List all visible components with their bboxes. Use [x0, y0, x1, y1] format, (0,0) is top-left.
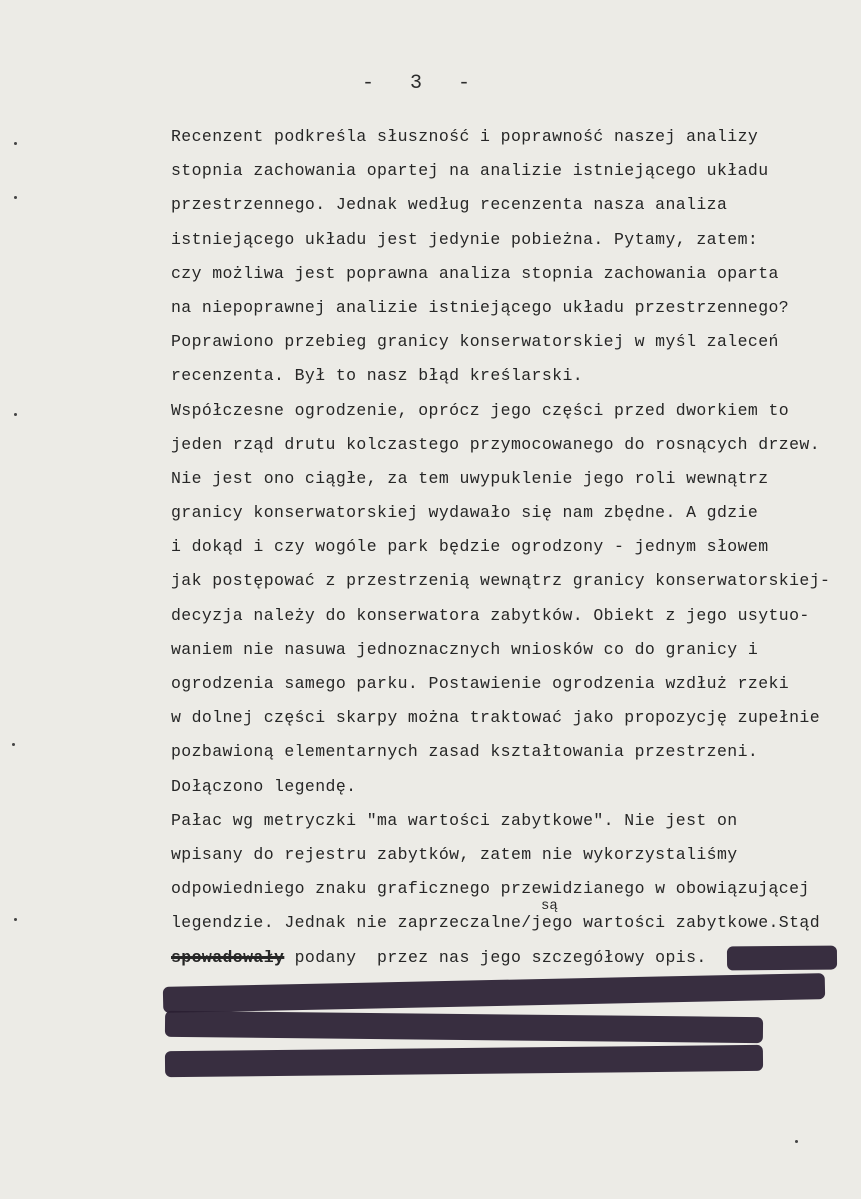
text-line: przestrzennego. Jednak według recenzenta nasza analiza — [171, 195, 728, 215]
last-line-text: podany przez nas jego szczegółowy opis. — [284, 947, 707, 967]
body-text — [171, 120, 851, 975]
text-line: odpowiedniego znaku graficznego przewidzianego w obowiązującej — [171, 879, 810, 899]
margin-dot — [14, 918, 17, 921]
text-line: istniejącego układu jest jedynie pobieżna. Pytamy, zatem: — [171, 229, 759, 249]
redaction-bar — [165, 1045, 763, 1077]
text-line: legendzie. Jednak nie zaprzeczalne/jego wartości zabytkowe.Stąd — [171, 913, 821, 933]
margin-dot — [14, 413, 17, 416]
text-line: jak postępować z przestrzenią wewnątrz granicy konserwatorskiej- — [171, 571, 831, 591]
text-line: czy możliwa jest poprawna analiza stopnia zachowania oparta — [171, 263, 779, 283]
text-line: waniem nie nasuwa jednoznacznych wniosków co do granicy i — [171, 639, 759, 659]
struck-word: spowadowały — [171, 947, 285, 967]
redaction-bar — [165, 1011, 763, 1043]
redaction-bar — [727, 946, 837, 971]
margin-dot — [795, 1140, 798, 1143]
text-line: na niepoprawnej analizie istniejącego układu przestrzennego? — [171, 297, 790, 317]
margin-dot — [14, 196, 17, 199]
text-line: decyzja należy do konserwatora zabytków. Obiekt z jego usytuo- — [171, 605, 810, 625]
text-line: granicy konserwatorskiej wydawało się nam zbędne. A gdzie — [171, 503, 759, 523]
text-line: Pałac wg metryczki "ma wartości zabytkowe". Nie jest on — [171, 810, 738, 830]
text-line: ogrodzenia samego parku. Postawienie ogrodzenia wzdłuż rzeki — [171, 674, 790, 693]
margin-dot — [12, 743, 15, 746]
text-line: pozbawioną elementarnych zasad kształtowania przestrzeni. — [171, 742, 759, 762]
margin-dot — [14, 142, 17, 145]
text-line: Poprawiono przebieg granicy konserwatorskiej w myśl zaleceń — [171, 332, 779, 352]
redaction-bar — [163, 973, 825, 1013]
page-number: - 3 - — [362, 72, 475, 95]
text-line: jeden rząd drutu kolczastego przymocowanego do rosnących drzew. — [171, 434, 821, 454]
text-line: Dołączono legendę. — [171, 776, 357, 796]
text-line: i dokąd i czy wogóle park będzie ogrodzony - jednym słowem — [171, 537, 769, 557]
text-line: Recenzent podkreśla słuszność i poprawność naszej analizy — [171, 127, 759, 146]
text-line: stopnia zachowania opartej na analizie istniejącego układu — [171, 161, 769, 181]
text-line: w dolnej części skarpy można traktować jako propozycję zupełnie — [171, 708, 821, 728]
text-line: recenzenta. Był to nasz błąd kreślarski. — [171, 366, 584, 386]
text-line: Nie jest ono ciągłe, za tem uwypuklenie jego roli wewnątrz — [171, 468, 769, 488]
handwritten-correction: są — [541, 898, 558, 914]
text-line: wpisany do rejestru zabytków, zatem nie wykorzystaliśmy — [171, 844, 738, 864]
text-line: Współczesne ogrodzenie, oprócz jego części przed dworkiem to — [171, 400, 790, 420]
